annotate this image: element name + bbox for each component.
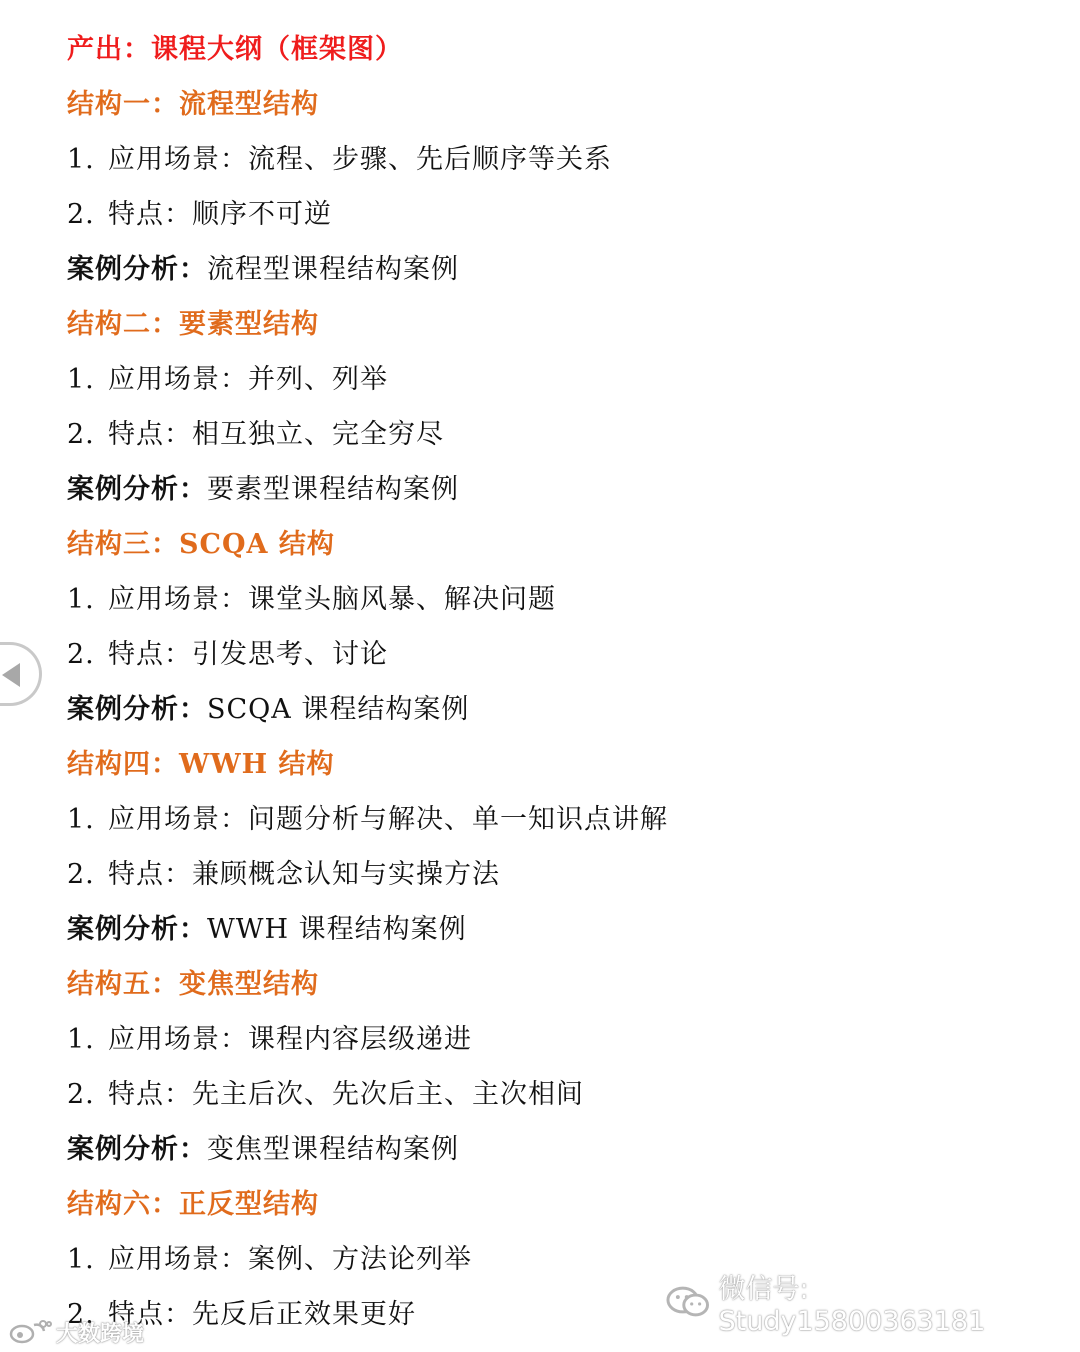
case-analysis-text: WWH 课程结构案例 — [207, 914, 467, 945]
corner-watermark-text: 大数跨境 — [56, 1321, 145, 1347]
list-item-text: 特点：相互独立、完全穷尽 — [108, 419, 444, 450]
list-item — [67, 580, 1047, 635]
list-item-text: 特点：兼顾概念认知与实操方法 — [108, 859, 500, 890]
section-heading: 结构二：要素型结构 — [67, 309, 319, 340]
list-item-text: 特点：顺序不可逆 — [108, 199, 332, 230]
case-analysis-label: 案例分析： — [67, 694, 207, 725]
article-body — [67, 30, 1047, 1350]
list-item-number: 2. — [67, 639, 95, 670]
case-analysis-label: 案例分析： — [67, 254, 207, 285]
list-item — [67, 1020, 1047, 1075]
case-analysis-label: 案例分析： — [67, 474, 207, 505]
chevron-left-icon — [2, 663, 20, 687]
list-item-number: 1. — [67, 804, 95, 835]
list-item — [67, 360, 1047, 415]
section-heading: 结构五：变焦型结构 — [67, 969, 319, 1000]
corner-watermark — [8, 1316, 144, 1348]
list-item-number: 2. — [67, 199, 95, 230]
case-analysis-text: 要素型课程结构案例 — [207, 474, 459, 505]
section-heading: 结构四：WWH 结构 — [67, 749, 335, 780]
list-item — [67, 415, 1047, 470]
list-item-text: 特点：先反后正效果更好 — [108, 1299, 416, 1330]
list-item-number: 2. — [67, 859, 95, 890]
wechat-icon — [665, 1285, 710, 1319]
section-heading: 结构一：流程型结构 — [67, 89, 319, 120]
list-item-text: 特点：引发思考、讨论 — [108, 639, 388, 670]
case-analysis-label: 案例分析： — [67, 914, 207, 945]
case-analysis-text: 变焦型课程结构案例 — [207, 1134, 459, 1165]
list-item-text: 应用场景：并列、列举 — [108, 364, 388, 395]
list-item-text: 应用场景：案例、方法论列举 — [108, 1244, 472, 1275]
section-heading: 结构六：正反型结构 — [67, 1189, 319, 1220]
case-analysis — [67, 1130, 1047, 1185]
list-item-number: 2. — [67, 419, 95, 450]
list-item — [67, 800, 1047, 855]
case-analysis — [67, 910, 1047, 965]
list-item — [67, 855, 1047, 910]
case-analysis-label: 案例分析： — [67, 1134, 207, 1165]
case-analysis-text: 流程型课程结构案例 — [207, 254, 459, 285]
list-item-text: 应用场景：课堂头脑风暴、解决问题 — [108, 584, 556, 615]
list-item-number: 2. — [67, 1299, 95, 1330]
wechat-id-text: 微信号: Study15800363181 — [718, 1274, 986, 1337]
list-item — [67, 635, 1047, 690]
weibo-logo-icon — [8, 1319, 52, 1345]
case-analysis-text: SCQA 课程结构案例 — [207, 694, 470, 725]
list-item — [67, 140, 1047, 195]
list-item — [67, 195, 1047, 250]
list-item-number: 2. — [67, 1079, 95, 1110]
list-item-number: 1. — [67, 364, 95, 395]
list-item-text: 应用场景：问题分析与解决、单一知识点讲解 — [108, 804, 668, 835]
previous-page-button[interactable] — [0, 642, 42, 706]
list-item-number: 1. — [67, 1244, 95, 1275]
wechat-watermark — [665, 1274, 1080, 1337]
list-item-number: 1. — [67, 144, 95, 175]
list-item-number: 1. — [67, 584, 95, 615]
case-analysis — [67, 250, 1047, 305]
section-heading: 结构三：SCQA 结构 — [67, 529, 335, 560]
list-item-text: 特点：先主后次、先次后主、主次相间 — [108, 1079, 584, 1110]
case-analysis — [67, 690, 1047, 745]
list-item-text: 应用场景：课程内容层级递进 — [108, 1024, 472, 1055]
list-item-text: 应用场景：流程、步骤、先后顺序等关系 — [108, 144, 612, 175]
list-item-number: 1. — [67, 1024, 95, 1055]
page-title: 产出：课程大纲（框架图） — [67, 34, 403, 65]
list-item — [67, 1075, 1047, 1130]
case-analysis — [67, 470, 1047, 525]
